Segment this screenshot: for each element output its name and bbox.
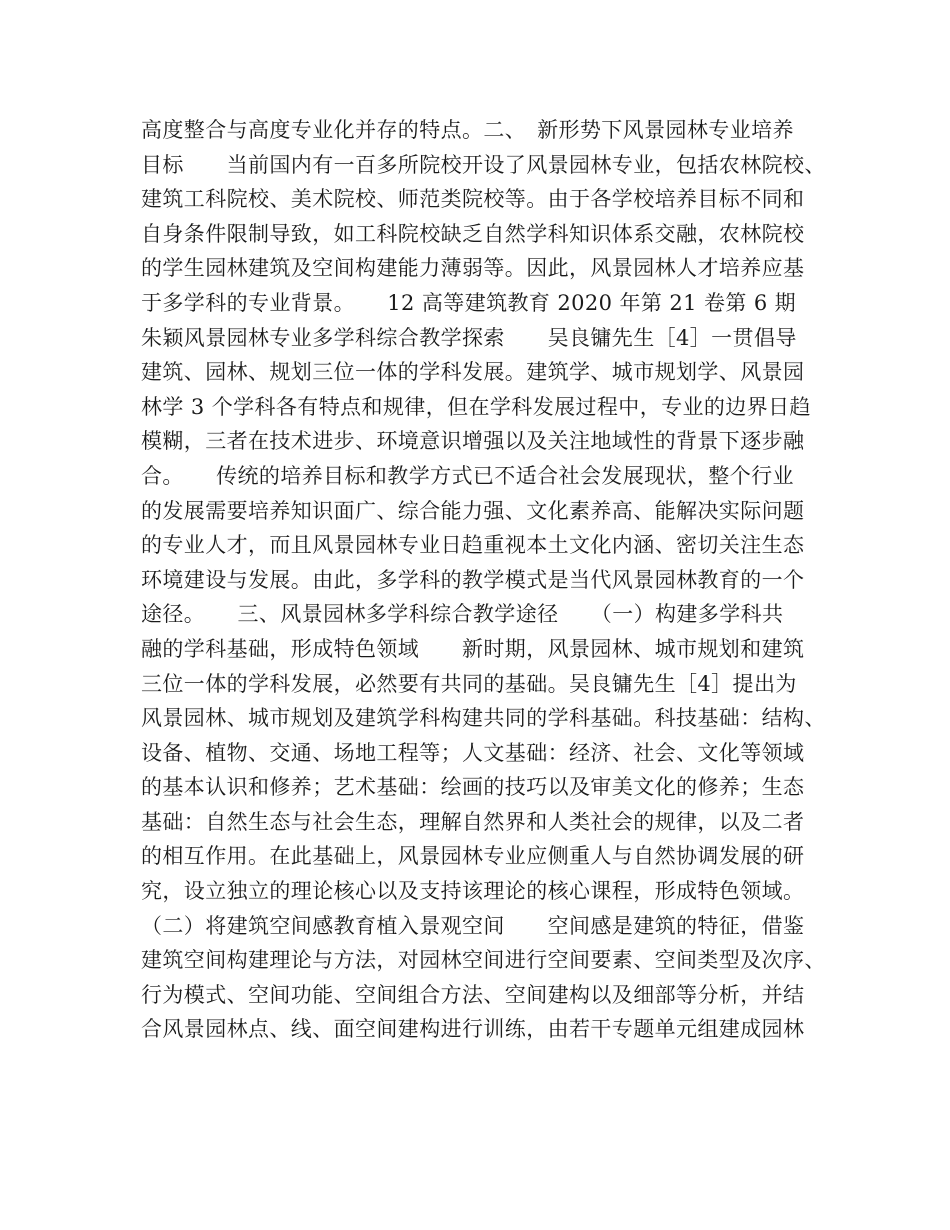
text-line: 模糊，三者在技术进步、环境意识增强以及关注地域性的背景下逐步融 [141,429,805,454]
text-line: 途径。 三、风景园林多学科综合教学途径 （一）构建多学科共 [141,602,784,627]
text-line: 合风景园林点、线、面空间建构进行训练，由若干专题单元组建成园林 [141,1017,805,1042]
text-line: 三位一体的学科发展，必然要有共同的基础。吴良镛先生［4］提出为 [141,671,797,696]
text-line: 风景园林、城市规划及建筑学科构建共同的学科基础。科技基础：结构、 [141,706,826,731]
text-line: 于多学科的专业背景。 12 高等建筑教育 2020 年第 21 卷第 6 期 [141,290,797,315]
text-line: 融的学科基础，形成特色领域 新时期，风景园林、城市规划和建筑 [141,636,805,661]
text-line: 高度整合与高度专业化并存的特点。二、 新形势下风景园林专业培养 [141,118,794,142]
text-line: 的发展需要培养知识面广、综合能力强、文化素养高、能解决实际问题 [141,498,805,523]
text-line: 的专业人才，而且风景园林专业日趋重视本土文化内涵、密切关注生态 [141,533,805,558]
text-line: 合。 传统的培养目标和教学方式已不适合社会发展现状，整个行业 [141,463,794,488]
text-line: 建筑工科院校、美术院校、师范类院校等。由于各学校培养目标不同和 [141,187,805,212]
text-line: 建筑、园林、规划三位一体的学科发展。建筑学、城市规划学、风景园 [141,360,805,385]
text-line: 行为模式、空间功能、空间组合方法、空间建构以及细部等分析，并结 [141,982,805,1007]
text-line: 朱颖风景园林专业多学科综合教学探索 吴良镛先生［4］一贯倡导 [141,325,797,350]
text-line: 环境建设与发展。由此，多学科的教学模式是当代风景园林教育的一个 [141,567,805,592]
text-line: 究，设立独立的理论核心以及支持该理论的核心课程，形成特色领域。 [141,879,805,904]
text-line: 设备、植物、交通、场地工程等；人文基础：经济、社会、文化等领域 [141,740,805,765]
text-line: 建筑空间构建理论与方法，对园林空间进行空间要素、空间类型及次序、 [141,948,826,973]
text-line: 的相互作用。在此基础上，风景园林专业应侧重人与自然协调发展的研 [141,844,805,869]
text-line: （二）将建筑空间感教育植入景观空间 空间感是建筑的特征，借鉴 [141,913,805,938]
text-line: 的学生园林建筑及空间构建能力薄弱等。因此，风景园林人才培养应基 [141,256,805,281]
body-text [141,113,826,1047]
text-line: 的基本认识和修养；艺术基础：绘画的技巧以及审美文化的修养；生态 [141,775,805,800]
text-line: 自身条件限制导致，如工科院校缺乏自然学科知识体系交融，农林院校 [141,221,805,246]
text-line: 林学 3 个学科各有特点和规律，但在学科发展过程中，专业的边界日趋 [141,394,811,419]
text-line: 基础：自然生态与社会生态，理解自然界和人类社会的规律，以及二者 [141,809,805,834]
text-line: 目标 当前国内有一百多所院校开设了风景园林专业，包括农林院校、 [141,152,826,177]
